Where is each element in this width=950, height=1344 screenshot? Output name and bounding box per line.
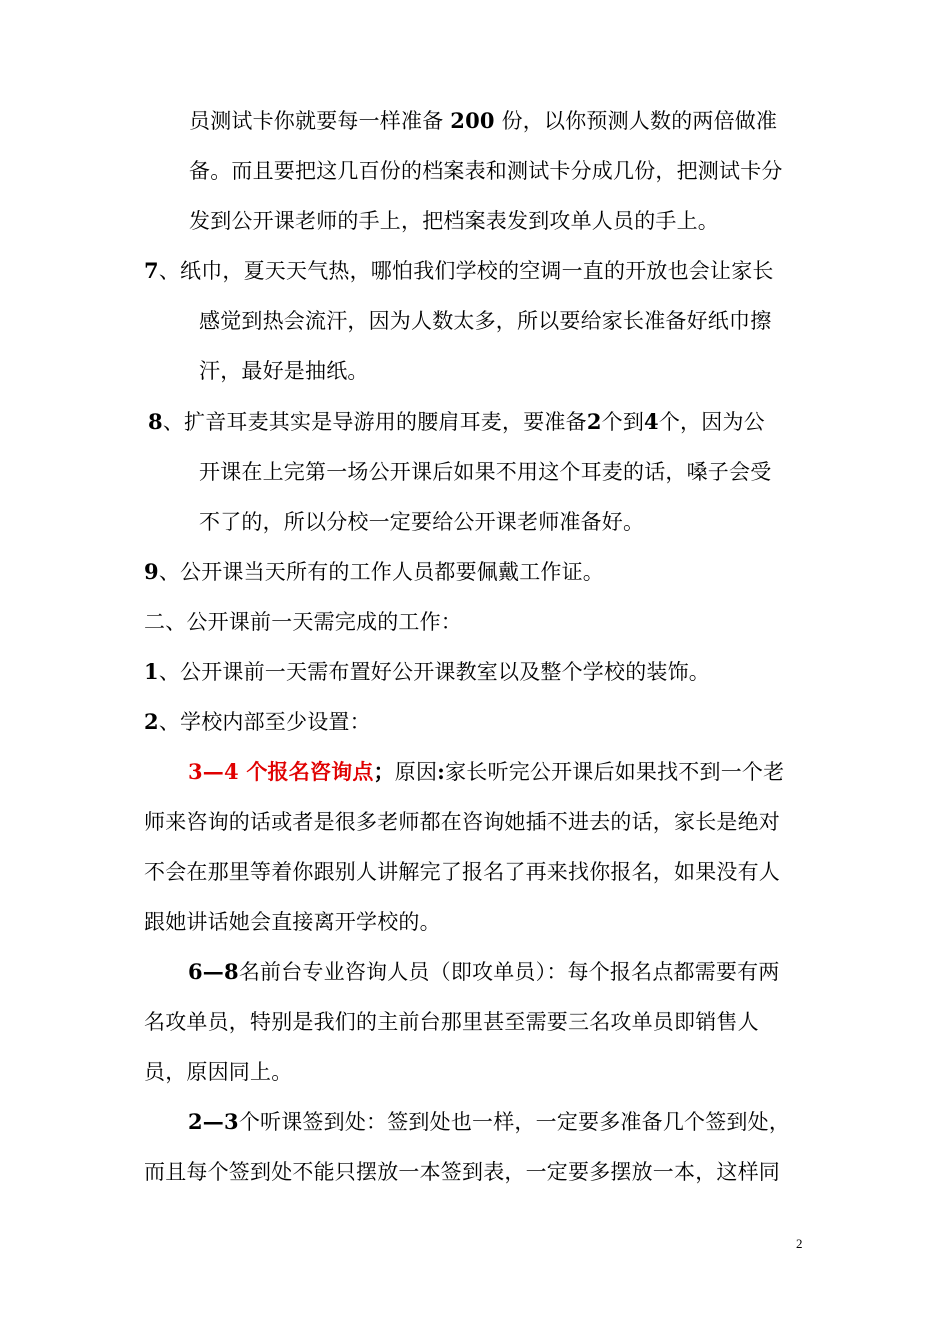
text-span: 名攻单员，特别是我们的主前台那里甚至需要三名攻单员即销售人: [144, 1010, 759, 1034]
text-span: 、纸巾，夏天天气热，哪怕我们学校的空调一直的开放也会让家长: [158, 259, 774, 283]
item-number: 1: [144, 659, 159, 684]
text-span: 、公开课前一天需布置好公开课教室以及整个学校的装饰。: [158, 660, 711, 684]
text-span: 个，因为公: [658, 410, 765, 434]
page-number: 2: [796, 1236, 803, 1251]
text-line: [199, 509, 644, 535]
text-span: 、公开课当天所有的工作人员都要佩戴工作证。: [158, 560, 605, 584]
number-range: 2—3: [188, 1109, 239, 1134]
text-span: 二、公开课前一天需完成的工作：: [144, 610, 462, 634]
text-line: [188, 959, 780, 985]
item-number: 2: [144, 709, 159, 734]
text-line: [188, 759, 784, 785]
text-line: [144, 909, 441, 935]
text-span: 汗，最好是抽纸。: [199, 359, 369, 383]
text-span: 不了的，所以分校一定要给公开课老师准备好。: [199, 510, 645, 534]
text-span: 份，以你预测人数的两倍做准: [494, 109, 778, 133]
text-span: 而且每个签到处不能只摆放一本签到表，一定要多摆放一本，这样同: [144, 1160, 780, 1184]
item-number: 8: [148, 409, 163, 434]
text-line: [199, 308, 771, 334]
number-range: 6—8: [188, 959, 239, 984]
text-line: [189, 108, 777, 134]
text-span: 跟她讲话她会直接离开学校的。: [144, 910, 441, 934]
text-line: [144, 809, 780, 835]
text-span: 个听课签到处：签到处也一样，一定要多准备几个签到处，: [238, 1110, 791, 1134]
highlight-text: 3—4 个报名咨询点: [188, 759, 374, 784]
item-number: 7: [144, 258, 159, 283]
item-number: 9: [144, 559, 159, 584]
text-span: 发到公开课老师的手上，把档案表发到攻单人员的手上。: [189, 209, 719, 233]
text-line: [144, 1059, 292, 1085]
list-item-7: [144, 258, 774, 284]
text-span: 开课在上完第一场公开课后如果不用这个耳麦的话，嗓子会受: [199, 460, 772, 484]
text-line: [189, 208, 719, 234]
text-span: 、学校内部至少设置：: [158, 710, 371, 734]
text-span: ；: [373, 759, 395, 784]
number-200: 200: [450, 108, 495, 133]
list-item-9: [144, 559, 604, 585]
number: 4: [644, 409, 659, 434]
text-span: 不会在那里等着你跟别人讲解完了报名了再来找你报名，如果没有人: [144, 860, 780, 884]
text-line: [189, 158, 783, 184]
list-item-8: [148, 409, 765, 435]
text-span: 备。而且要把这几百份的档案表和测试卡分成几份，把测试卡分: [189, 159, 783, 183]
text-span: 名前台专业咨询人员（即攻单员）：每个报名点都需要有两: [238, 960, 780, 984]
text-span: 原因: [394, 760, 438, 784]
text-line: [199, 358, 369, 384]
text-line: [188, 1109, 790, 1135]
section-heading: [144, 609, 462, 635]
text-span: :: [437, 759, 446, 784]
text-span: 师来咨询的话或者是很多老师都在咨询她插不进去的话，家长是绝对: [144, 810, 780, 834]
text-span: 员，原因同上。: [144, 1060, 293, 1084]
list-item-s2-1: [144, 659, 710, 685]
text-line: [144, 1159, 780, 1185]
text-span: 感觉到热会流汗，因为人数太多，所以要给家长准备好纸巾擦: [199, 309, 772, 333]
list-item-s2-2: [144, 709, 371, 735]
text-line: [144, 1009, 759, 1035]
number: 2: [586, 409, 602, 434]
text-span: 员测试卡你就要每一样准备: [189, 109, 451, 133]
text-span: 家长听完公开课后如果找不到一个老: [445, 760, 785, 784]
text-line: [199, 459, 771, 485]
text-span: 个到: [601, 410, 645, 434]
text-span: 、扩音耳麦其实是导游用的腰肩耳麦，要准备: [162, 410, 587, 434]
text-line: [144, 859, 780, 885]
